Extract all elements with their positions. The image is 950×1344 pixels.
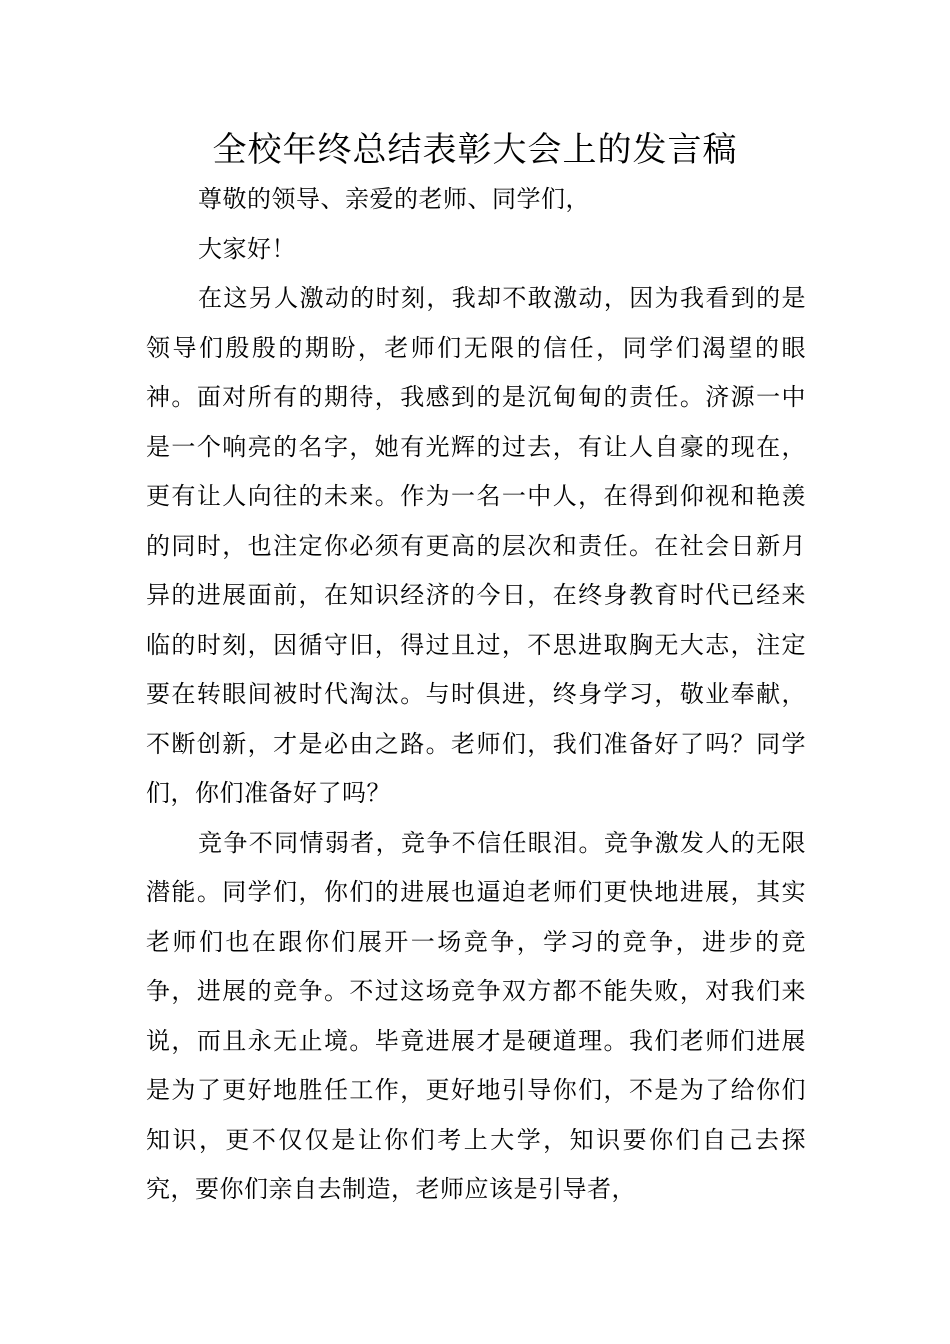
document-title: 全校年终总结表彰大会上的发言稿	[212, 130, 738, 170]
salutation: 尊敬的领导、亲爱的老师、同学们，	[198, 185, 590, 213]
paragraph: 在这另人激动的时刻，我却不敢激动，因为我看到的是领导们殷殷的期盼，老师们无限的信任，同学们渴望的眼神。面对所有的期待，我感到的是沉甸甸的责任。济源一中是一个响亮的名字，她有光辉的过去，有让人自豪的现在，更有让人向往的未来。作为一名一中人，在得到仰视和艳羡的同时，也注定你必须有更高的层次和责任。在社会日新月异的进展面前，在知识经济的今日，在终身教育时代已经来临的时刻，因循守旧，得过且过，不思进取胸无大志，注定要在转眼间被时代淘汰。与时俱进，终身学习，敬业奉献，不断创新，才是必由之路。老师们，我们准备好了吗？同学们，你们准备好了吗？	[146, 284, 806, 807]
paragraph: 竞争不同情弱者，竞争不信任眼泪。竞争激发人的无限潜能。同学们，你们的进展也逼迫老师们更快地进展，其实老师们也在跟你们展开一场竞争，学习的竞争，进步的竞争，进展的竞争。不过这场竞争双方都不能失败，对我们来说，而且永无止境。毕竟进展才是硬道理。我们老师们进展是为了更好地胜任工作，更好地引导你们，不是为了给你们知识，更不仅仅是让你们考上大学，知识要你们自己去探究，要你们亲自去制造，老师应该是引导者，	[146, 828, 806, 1203]
document-body	[146, 175, 806, 1215]
greeting: 大家好！	[198, 234, 296, 263]
